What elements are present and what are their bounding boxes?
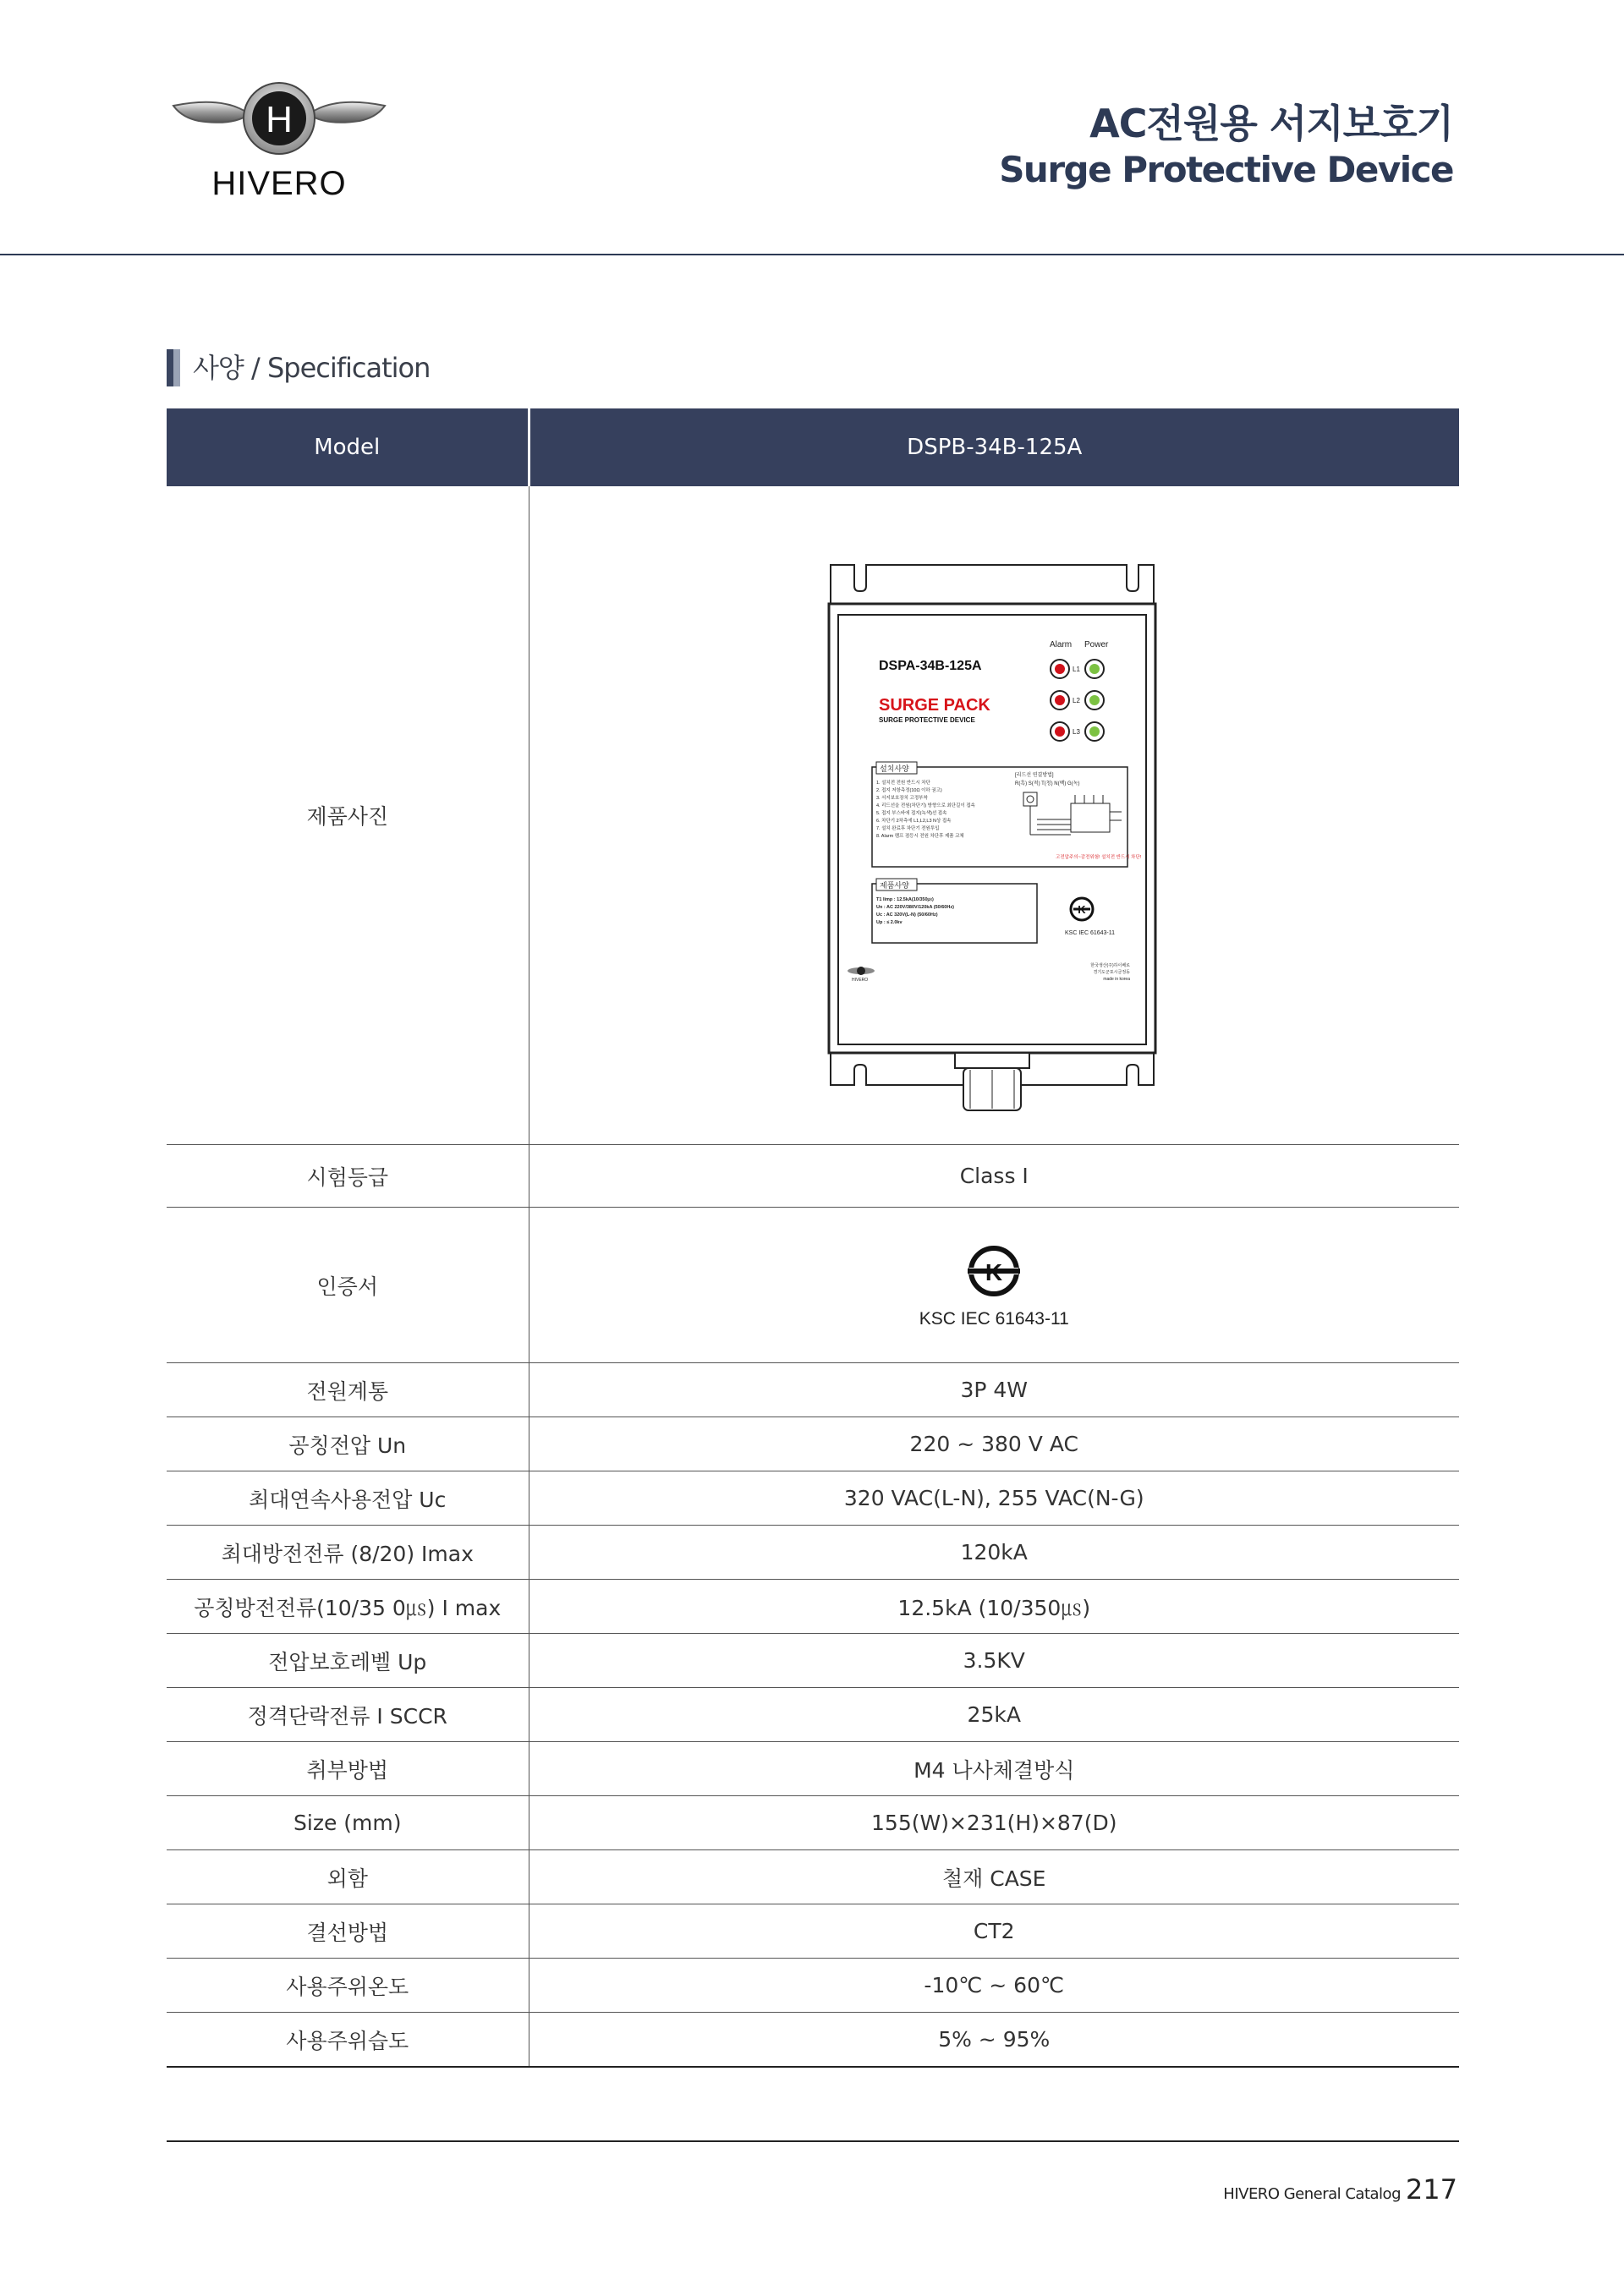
power-label: Power — [1084, 640, 1108, 649]
spec-value: 25kA — [529, 1688, 1459, 1742]
wiring-warning: 고전압주의~감전위험! 설치전 반드시 차단! — [1055, 855, 1141, 860]
spec-value: CT2 — [529, 1904, 1459, 1959]
certificate-standard: KSC IEC 61643-11 — [919, 1308, 1069, 1329]
svg-text:4. 리드선을 전원(차단기) 방향으로 최단길이 접속: 4. 리드선을 전원(차단기) 방향으로 최단길이 접속 — [875, 803, 975, 808]
svg-text:made in korea: made in korea — [1102, 977, 1130, 982]
table-row — [167, 1634, 1459, 1688]
svg-text:T1 Iimp : 12.5kA(10/350㎲): T1 Iimp : 12.5kA(10/350㎲) — [875, 897, 934, 902]
footer-divider — [167, 2140, 1459, 2142]
table-row — [167, 1796, 1459, 1850]
alarm-lamp-icon — [1055, 726, 1065, 737]
svg-text:L2: L2 — [1072, 697, 1080, 704]
svg-text:Uc : AC 320V(L-N) (50/60Hz): Uc : AC 320V(L-N) (50/60Hz) — [875, 912, 938, 918]
footer-catalog-name: HIVERO General Catalog — [1223, 2185, 1401, 2203]
spec-label: 전압보호레벨 Up — [167, 1634, 529, 1688]
spec-value: -10℃ ~ 60℃ — [529, 1959, 1459, 2013]
certificate-row — [167, 1208, 1459, 1363]
spec-label: Size (mm) — [167, 1796, 529, 1850]
svg-text:5. 접지 부스바에 접지(녹색)선 접속: 5. 접지 부스바에 접지(녹색)선 접속 — [875, 811, 946, 816]
spec-label: 결선방법 — [167, 1904, 529, 1959]
spec-box-title: 제품사양 — [879, 881, 909, 890]
spec-value: 3P 4W — [529, 1363, 1459, 1417]
spec-value: 3.5KV — [529, 1634, 1459, 1688]
table-header-row — [167, 408, 1459, 486]
spec-label: 정격단락전류 I SCCR — [167, 1688, 529, 1742]
spec-value: 철재 CASE — [529, 1850, 1459, 1904]
table-row — [167, 1850, 1459, 1904]
test-grade-value: Class Ⅰ — [529, 1145, 1459, 1208]
device-brand-sub: SURGE PROTECTIVE DEVICE — [878, 716, 975, 724]
svg-text:한국생산(주)하이베로: 한국생산(주)하이베로 — [1089, 963, 1130, 968]
table-row — [167, 1363, 1459, 1417]
top-flange — [831, 565, 1154, 606]
table-row — [167, 2013, 1459, 2068]
svg-text:3. 서지보호장치 고정부착: 3. 서지보호장치 고정부착 — [875, 796, 928, 801]
alarm-lamp-icon — [1055, 695, 1065, 705]
power-lamp-icon — [1089, 726, 1100, 737]
spec-label: 전원계통 — [167, 1363, 529, 1417]
product-photo-cell — [529, 486, 1459, 1145]
specification-table — [167, 408, 1459, 2068]
spec-label: 외함 — [167, 1850, 529, 1904]
table-row — [167, 1580, 1459, 1634]
svg-text:경기도군포시금정동: 경기도군포시금정동 — [1093, 970, 1130, 975]
kc-certification-icon — [964, 1241, 1023, 1301]
table-row — [167, 1904, 1459, 1959]
spec-label: 최대연속사용전압 Uc — [167, 1471, 529, 1526]
model-header-value: DSPB-34B-125A — [529, 408, 1459, 486]
power-lamp-icon — [1089, 664, 1100, 674]
product-drawing — [529, 486, 1460, 1144]
cable-gland-base — [955, 1053, 1029, 1068]
spec-label: 사용주위습도 — [167, 2013, 529, 2068]
device-logo-text: HIVERO — [851, 978, 868, 983]
winged-emblem-icon — [165, 80, 393, 165]
svg-text:L1: L1 — [1072, 666, 1080, 673]
logo-wordmark: HIVERO — [211, 165, 347, 202]
alarm-lamp-icon — [1055, 664, 1065, 674]
spec-value: 220 ~ 380 V AC — [529, 1417, 1459, 1471]
svg-text:1. 설치전 전원 반드시 차단: 1. 설치전 전원 반드시 차단 — [875, 781, 930, 786]
svg-text:7. 설치 완료후 차단기 전원투입: 7. 설치 완료후 차단기 전원투입 — [875, 826, 939, 831]
wiring-title: [리드선 연결방법] — [1014, 773, 1054, 778]
svg-text:Un : AC 220V/380V/120kA (50/60: Un : AC 220V/380V/120kA (50/60Hz) — [875, 905, 954, 910]
device-model-text: DSPA-34B-125A — [878, 659, 982, 673]
spec-value: 120kA — [529, 1526, 1459, 1580]
test-grade-row — [167, 1145, 1459, 1208]
brand-logo — [165, 80, 393, 207]
spec-label: 공칭전압 Un — [167, 1417, 529, 1471]
section-marker — [167, 349, 180, 386]
spec-label: 공칭방전전류(10/35 0㎲) I max — [167, 1580, 529, 1634]
model-header-label: Model — [167, 408, 529, 486]
page-number: 217 — [1405, 2173, 1457, 2206]
spec-value: M4 나사체결방식 — [529, 1742, 1459, 1796]
svg-text:8. Alarm 램프 점등시 전원 차단후 제품 교체: 8. Alarm 램프 점등시 전원 차단후 제품 교체 — [875, 834, 964, 839]
alarm-label: Alarm — [1049, 640, 1072, 649]
product-photo-row — [167, 486, 1459, 1145]
wiring-sub: R(흑) S(적) T(청) N(백) G(녹) — [1014, 781, 1080, 786]
svg-text:K: K — [985, 1258, 1003, 1285]
page-title-korean: AC전원용 서지보호기 — [1089, 101, 1453, 146]
install-title: 설치사양 — [879, 764, 909, 773]
product-photo-label: 제품사진 — [167, 486, 529, 1145]
test-grade-label: 시험등급 — [167, 1145, 529, 1208]
table-row — [167, 1471, 1459, 1526]
table-row — [167, 1742, 1459, 1796]
section-title: 사양 / Specification — [193, 352, 431, 384]
certificate-cell — [529, 1208, 1459, 1363]
header-divider — [0, 254, 1624, 255]
spec-label: 최대방전전류 (8/20) Imax — [167, 1526, 529, 1580]
certificate-label: 인증서 — [167, 1208, 529, 1363]
spec-value: 5% ~ 95% — [529, 2013, 1459, 2068]
device-cert-text: KSC IEC 61643-11 — [1064, 930, 1115, 936]
svg-text:L3: L3 — [1072, 728, 1080, 736]
svg-text:6. 차단기 2차측에 L1,L2,L3 N상 접속: 6. 차단기 2차측에 L1,L2,L3 N상 접속 — [875, 819, 951, 824]
svg-text:K: K — [1077, 903, 1086, 916]
spec-value: 12.5kA (10/350㎲) — [529, 1580, 1459, 1634]
table-row — [167, 1959, 1459, 2013]
svg-text:2. 접지 저항측정(10Ω 이하 권고): 2. 접지 저항측정(10Ω 이하 권고) — [875, 788, 942, 793]
table-row — [167, 1417, 1459, 1471]
spec-label: 취부방법 — [167, 1742, 529, 1796]
spec-value: 155(W)×231(H)×87(D) — [529, 1796, 1459, 1850]
table-row — [167, 1688, 1459, 1742]
spec-value: 320 VAC(L-N), 255 VAC(N-G) — [529, 1471, 1459, 1526]
power-lamp-icon — [1089, 695, 1100, 705]
page-title-english: Surge Protective Device — [999, 149, 1453, 190]
svg-text:H: H — [266, 99, 293, 140]
spec-label: 사용주위온도 — [167, 1959, 529, 2013]
svg-text:Up : ≤ 2.0kv: Up : ≤ 2.0kv — [875, 920, 903, 925]
table-row — [167, 1526, 1459, 1580]
device-brand-text: SURGE PACK — [878, 696, 990, 715]
